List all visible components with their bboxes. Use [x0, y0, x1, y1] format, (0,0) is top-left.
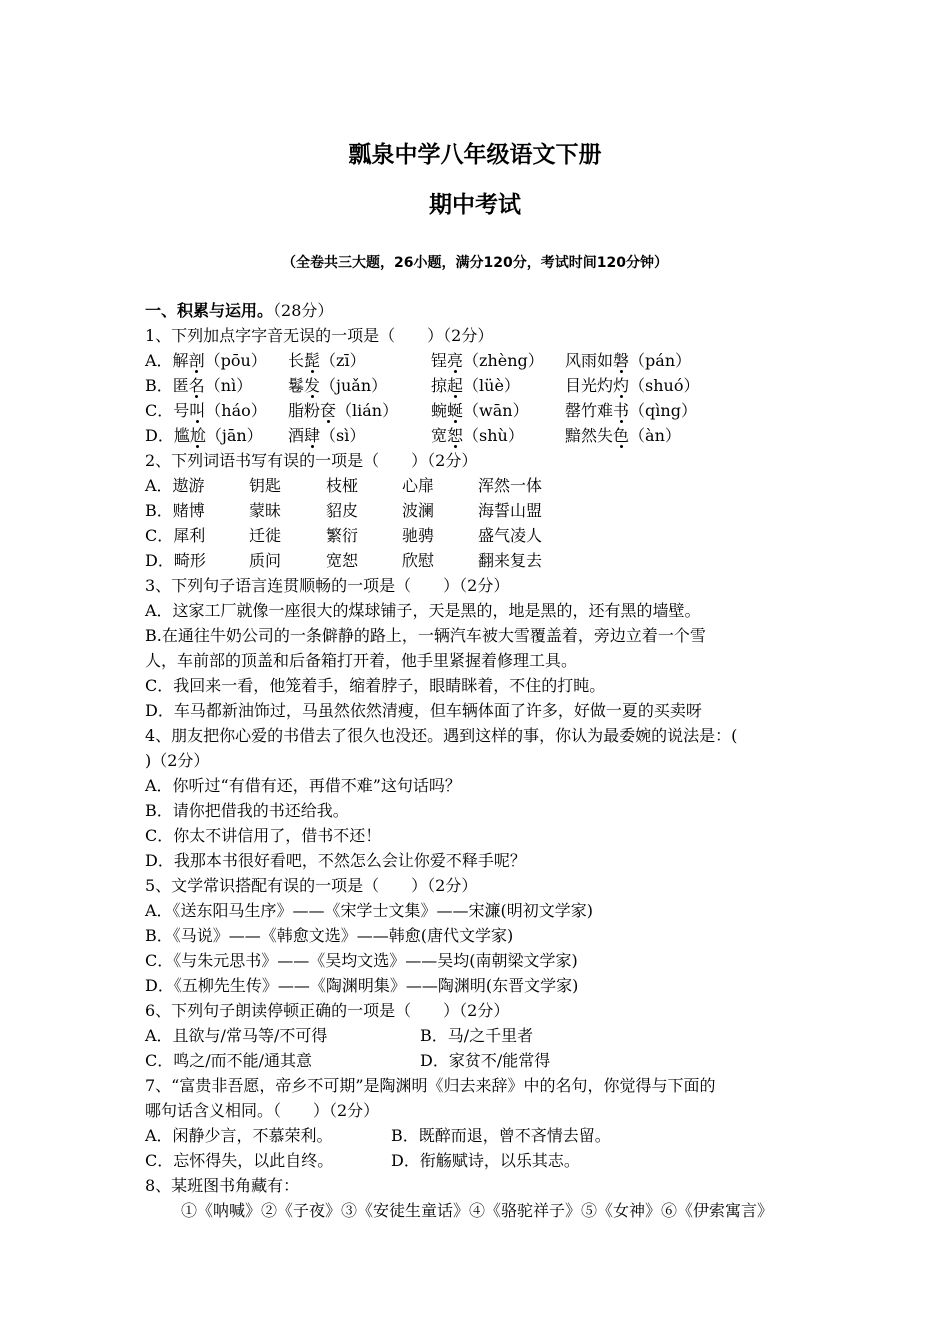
- question-5-option-a: A．《送东阳马生序》——《宋学士文集》——宋濂(明初文学家): [145, 901, 594, 920]
- question-5-option-d: D．《五柳先生传》——《陶渊明集》——陶渊明(东晋文学家): [145, 976, 579, 995]
- option-cell: B．匿名（nì）: [145, 376, 253, 395]
- word-cell: A．遨游: [145, 476, 205, 495]
- emphasis-dot-char: 髭: [304, 351, 321, 370]
- question-7-option-b: B．既醉而退，曾不吝情去留。: [391, 1126, 611, 1145]
- exam-body: [145, 298, 815, 1223]
- word-cell: 驰骋: [402, 526, 435, 545]
- question-3-option-a: A．这家工厂就像一座很大的煤球铺子，天是黑的，地是黑的，还有黑的墙壁。: [145, 601, 701, 620]
- question-6-stem: 6、下列句子朗读停顿正确的一项是（ ）（2分）: [145, 1001, 510, 1020]
- emphasis-dot-char: 奁: [320, 401, 337, 420]
- question-7-option-a: A．闲静少言，不慕荣利。: [145, 1126, 333, 1145]
- section-heading: [145, 298, 815, 323]
- option-cell: 锃亮（zhèng）: [431, 351, 544, 370]
- word-cell: 蒙昧: [249, 501, 282, 520]
- question-6-options-ab: [145, 1023, 815, 1048]
- option-cell: A．解剖（pōu）: [145, 351, 267, 370]
- question-3-stem: 3、下列句子语言连贯顺畅的一项是（ ）（2分）: [145, 576, 510, 595]
- question-8-stem: 8、某班图书角藏有：: [145, 1176, 300, 1195]
- question-4-stem-cont: )（2分）: [145, 751, 210, 770]
- question-4-stem: 4、朋友把你心爱的书借去了很久也没还。遇到这样的事，你认为最委婉的说法是：(: [145, 726, 738, 745]
- emphasis-dot-char: 尬: [189, 426, 206, 445]
- option-cell: 脂粉奁（lián）: [288, 401, 399, 420]
- question-6-options-cd: [145, 1048, 815, 1073]
- word-cell: 钥匙: [249, 476, 282, 495]
- exam-note: （全卷共三大题，26小题，满分120分，考试时间120分钟）: [282, 255, 668, 271]
- question-7-option-c: C．忘怀得失，以此自终。: [145, 1151, 334, 1170]
- question-5-option-c: C．《与朱元思书》——《吴均文选》——吴均(南朝梁文学家): [145, 951, 578, 970]
- word-cell: 欣慰: [402, 551, 435, 570]
- question-1-stem: 1、下列加点字字音无误的一项是（ ）（2分）: [145, 326, 494, 345]
- word-cell: 盛气凌人: [478, 526, 543, 545]
- question-3-option-b: B.在通往牛奶公司的一条僻静的路上，一辆汽车被大雪覆盖着，旁边立着一个雪: [145, 626, 706, 645]
- emphasis-dot-char: 剖: [188, 351, 205, 370]
- word-cell: 貂皮: [326, 501, 359, 520]
- word-cell: 迁徙: [249, 526, 282, 545]
- emphasis-dot-char: 蜒: [447, 401, 464, 420]
- emphasis-dot-char: 亮: [447, 351, 464, 370]
- option-cell: 长髭（zī）: [288, 351, 366, 370]
- question-2-stem: 2、下列词语书写有误的一项是（ ）（2分）: [145, 451, 478, 470]
- option-cell: C．号叫（háo）: [145, 401, 267, 420]
- option-cell: 黯然失色（àn）: [565, 426, 681, 445]
- word-cell: 海誓山盟: [478, 501, 543, 520]
- question-2-option-c: [145, 523, 815, 548]
- question-6-option-d: D．家贫不/能常得: [420, 1051, 551, 1070]
- question-1-option-d: [145, 423, 815, 448]
- option-cell: 掠起（lüè）: [431, 376, 520, 395]
- option-cell: 罄竹难书（qìng）: [565, 401, 697, 420]
- question-1-option-c: [145, 398, 815, 423]
- question-5-option-b: B．《马说》——《韩愈文选》——韩愈(唐代文学家): [145, 926, 514, 945]
- option-cell: 目光灼灼（shuó）: [565, 376, 700, 395]
- word-cell: 浑然一体: [478, 476, 543, 495]
- exam-subtitle: 期中考试: [429, 192, 521, 218]
- option-cell: 鬈发（juǎn）: [288, 376, 388, 395]
- question-3-option-c: C．我回来一看，他笼着手，缩着脖子，眼睛眯着，不住的打盹。: [145, 676, 606, 695]
- emphasis-dot-char: 发: [304, 376, 321, 395]
- word-cell: B．赌博: [145, 501, 205, 520]
- question-8-book-list: ①《呐喊》②《子夜》③《安徒生童话》④《骆驼祥子》⑤《女神》⑥《伊索寓言》: [181, 1201, 774, 1220]
- emphasis-dot-char: 起: [447, 376, 464, 395]
- option-cell: 蜿蜒（wān）: [431, 401, 529, 420]
- emphasis-dot-char: 肆: [304, 426, 321, 445]
- question-6-option-c: C．鸣之/而不能/通其意: [145, 1051, 313, 1070]
- word-cell: 繁衍: [326, 526, 359, 545]
- question-6-option-b: B．马/之千里者: [420, 1026, 534, 1045]
- question-7-options-cd: [145, 1148, 815, 1173]
- question-7-option-d: D．衔觞赋诗，以乐其志。: [391, 1151, 580, 1170]
- question-4-option-d: D．我那本书很好看吧，不然怎么会让你爱不释手呢？: [145, 851, 526, 870]
- option-cell: 风雨如磐（pán）: [565, 351, 692, 370]
- emphasis-dot-char: 叫: [189, 401, 206, 420]
- word-cell: C．犀利: [145, 526, 206, 545]
- question-2-option-a: [145, 473, 815, 498]
- emphasis-dot-char: 磐: [613, 351, 630, 370]
- question-1-option-a: [145, 348, 815, 373]
- question-4-option-c: C．你太不讲信用了，借书不还！: [145, 826, 382, 845]
- emphasis-dot-char: 恕: [447, 426, 464, 445]
- section-points: （28分）: [273, 301, 334, 320]
- question-3-option-b-cont: 人，车前部的顶盖和后备箱打开着，他手里紧握着修理工具。: [145, 651, 578, 670]
- exam-title: 瓢泉中学八年级语文下册: [348, 142, 602, 168]
- word-cell: 质问: [249, 551, 282, 570]
- section-title: 一、积累与运用。: [145, 301, 274, 320]
- word-cell: 枝桠: [326, 476, 359, 495]
- question-4-option-b: B．请你把借我的书还给我。: [145, 801, 349, 820]
- emphasis-dot-char: 色: [613, 426, 630, 445]
- question-2-option-b: [145, 498, 815, 523]
- word-cell: 心扉: [402, 476, 435, 495]
- question-7-options-ab: [145, 1123, 815, 1148]
- question-5-stem: 5、文学常识搭配有误的一项是（ ）（2分）: [145, 876, 478, 895]
- word-cell: D．畸形: [145, 551, 206, 570]
- emphasis-dot-char: 名: [188, 376, 205, 395]
- word-cell: 宽恕: [326, 551, 359, 570]
- question-2-option-d: [145, 548, 815, 573]
- question-7-stem-cont: 哪句话含义相同。（ ）（2分）: [145, 1101, 380, 1120]
- word-cell: 翻来复去: [478, 551, 543, 570]
- question-7-stem: 7、“富贵非吾愿，帝乡不可期”是陶渊明《归去来辞》中的名句，你觉得与下面的: [145, 1076, 716, 1095]
- option-cell: 酒肆（sì）: [288, 426, 366, 445]
- emphasis-dot-char: 灼: [613, 376, 630, 395]
- question-4-option-a: A．你听过“有借有还，再借不难”这句话吗？: [145, 776, 461, 795]
- word-cell: 波澜: [402, 501, 435, 520]
- question-3-option-d: D．车马都新油饰过，马虽然依然清瘦，但车辆体面了许多，好做一夏的买卖呀: [145, 701, 702, 720]
- question-1-option-b: [145, 373, 815, 398]
- emphasis-dot-char: 书: [613, 401, 630, 420]
- option-cell: 宽恕（shù）: [431, 426, 524, 445]
- question-6-option-a: A．且欲与/常马等/不可得: [145, 1026, 328, 1045]
- option-cell: D．尴尬（jān）: [145, 426, 263, 445]
